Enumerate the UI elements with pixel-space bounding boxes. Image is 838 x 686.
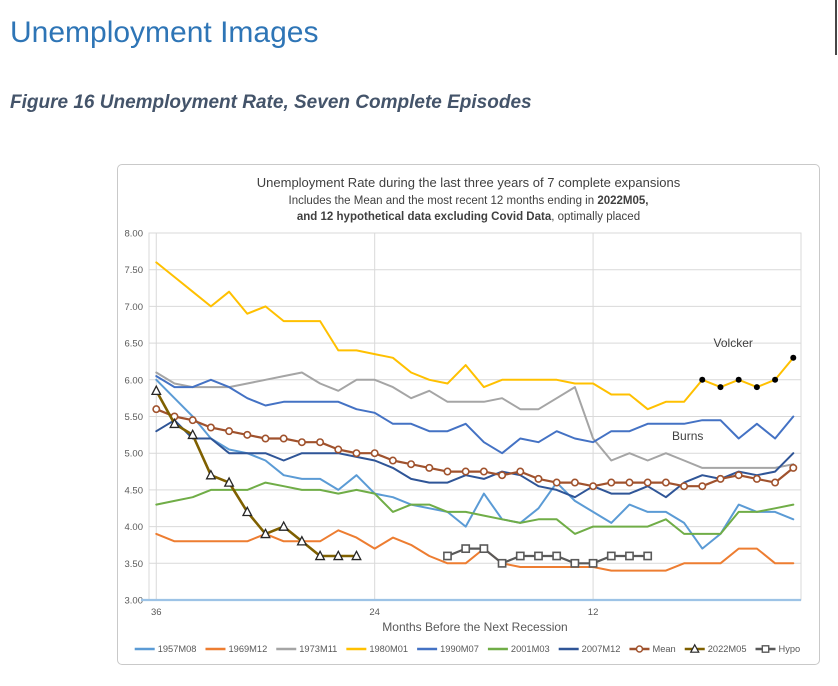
page-edge-line [835, 0, 837, 55]
legend-label: Mean [652, 644, 676, 655]
mean-circle-marker [553, 479, 559, 485]
square-marker [608, 552, 615, 559]
mean-circle-marker [681, 483, 687, 489]
chart-legend [135, 644, 801, 654]
mean-circle-marker [408, 461, 414, 467]
mean-circle-marker [189, 417, 195, 423]
legend-label: 1980M01 [369, 644, 409, 655]
mean-circle-marker [572, 479, 578, 485]
y-tick-label: 7.50 [124, 265, 143, 277]
mean-circle-marker [772, 479, 778, 485]
mean-circle-marker [390, 457, 396, 463]
mean-circle-marker [262, 435, 268, 441]
chart-title: Unemployment Rate during the last three years of 7 complete expansions [256, 175, 681, 190]
square-marker [480, 545, 487, 552]
y-tick-label: 6.50 [124, 338, 143, 350]
mean-circle-marker [244, 432, 250, 438]
chart-subtitle-line1 [118, 193, 819, 209]
square-marker [498, 560, 505, 567]
series-line-1980m01 [156, 262, 793, 409]
legend-item-1980m01 [346, 644, 408, 654]
square-marker [571, 560, 578, 567]
figure-caption: Figure 16 Unemployment Rate, Seven Complete Episodes [10, 92, 532, 113]
triangle-marker [279, 522, 288, 530]
legend-label: 1957M08 [157, 644, 197, 655]
mean-circle-marker [462, 468, 468, 474]
series-line-1969m12 [156, 530, 793, 570]
triangle-marker [152, 386, 161, 394]
square-marker [626, 552, 633, 559]
dot-marker [717, 384, 723, 390]
legend-item-2022m05 [685, 644, 747, 654]
subtitle-bold-text: 2022M05, [597, 195, 649, 207]
legend-label: 2001M03 [510, 644, 550, 655]
legend-item-1969m12 [205, 644, 267, 654]
y-tick-label: 3.50 [124, 558, 143, 570]
series-line-hypo [448, 549, 648, 564]
square-marker [535, 552, 542, 559]
dot-marker [699, 377, 705, 383]
x-axis-title: Months Before the Next Recession [382, 620, 568, 634]
page-title: Unemployment Images [10, 16, 319, 49]
mean-circle-marker [735, 472, 741, 478]
mean-circle-marker [208, 424, 214, 430]
mean-circle-marker [481, 468, 487, 474]
mean-circle-marker [499, 472, 505, 478]
square-marker [444, 552, 451, 559]
dot-marker [754, 384, 760, 390]
mean-circle-marker [608, 479, 614, 485]
y-tick-label: 7.00 [124, 301, 143, 313]
chart-figure [117, 164, 820, 665]
mean-circle-marker [444, 468, 450, 474]
dot-marker [736, 377, 742, 383]
legend-label: Hypo [778, 644, 801, 655]
series-line-1957m08 [156, 380, 793, 549]
subtitle-regular-text: Includes the Mean and the most recent 12 months ending in [288, 195, 598, 207]
legend-item-mean [629, 644, 675, 654]
mean-circle-marker [717, 476, 723, 482]
dot-marker [790, 355, 796, 361]
dot-marker [772, 377, 778, 383]
square-marker [553, 552, 560, 559]
subtitle-bold-text: and 12 hypothetical data excluding Covid Data [296, 211, 552, 223]
legend-item-2007m12 [559, 644, 621, 654]
y-tick-label: 5.50 [124, 412, 143, 423]
y-tick-label: 8.00 [124, 228, 143, 240]
series-line-2022m05 [156, 391, 356, 556]
mean-circle-marker [590, 483, 596, 489]
mean-circle-marker [626, 479, 632, 485]
annotation-volcker: Volcker [713, 335, 753, 350]
mean-circle-marker [353, 450, 359, 456]
legend-square-marker [762, 646, 768, 652]
y-tick-label: 4.00 [124, 522, 143, 534]
chart-title-block [118, 175, 819, 225]
mean-circle-marker [754, 476, 760, 482]
square-marker [589, 560, 596, 567]
mean-circle-marker [644, 479, 650, 485]
annotation-burns: Burns [672, 428, 704, 443]
y-tick-label: 6.00 [124, 375, 143, 387]
legend-item-1957m08 [135, 644, 197, 654]
x-tick-label: 24 [369, 607, 380, 618]
mean-circle-marker [299, 439, 305, 445]
legend-circle-marker [636, 646, 642, 652]
legend-item-1973m11 [276, 644, 337, 654]
mean-circle-marker [317, 439, 323, 445]
mean-circle-marker [335, 446, 341, 452]
mean-circle-marker [790, 465, 796, 471]
mean-circle-marker [663, 479, 669, 485]
square-marker [644, 552, 651, 559]
mean-circle-marker [699, 483, 705, 489]
y-tick-label: 3.00 [124, 595, 143, 607]
mean-circle-marker [153, 406, 159, 412]
triangle-marker [207, 471, 216, 479]
chart-subtitle-line2 [118, 209, 819, 225]
x-tick-label: 12 [587, 607, 599, 618]
x-tick-label: 36 [150, 607, 162, 618]
legend-label: 2007M12 [581, 644, 621, 655]
subtitle-regular-text: , optimally placed [551, 211, 641, 223]
legend-label: 2022M05 [707, 644, 747, 655]
square-marker [517, 552, 524, 559]
legend-label: 1990M07 [440, 644, 479, 655]
mean-circle-marker [226, 428, 232, 434]
legend-label: 1969M12 [228, 644, 268, 655]
mean-circle-marker [517, 468, 523, 474]
mean-circle-marker [426, 465, 432, 471]
legend-item-2001m03 [488, 644, 550, 654]
mean-circle-marker [535, 476, 541, 482]
legend-item-1990m07 [417, 644, 479, 654]
legend-item-hypo [756, 644, 801, 654]
legend-label: 1973M11 [299, 644, 338, 655]
square-marker [462, 545, 469, 552]
y-tick-label: 4.50 [124, 485, 143, 497]
y-tick-label: 5.00 [124, 448, 143, 460]
mean-circle-marker [371, 450, 377, 456]
line-chart [118, 165, 817, 662]
mean-circle-marker [280, 435, 286, 441]
